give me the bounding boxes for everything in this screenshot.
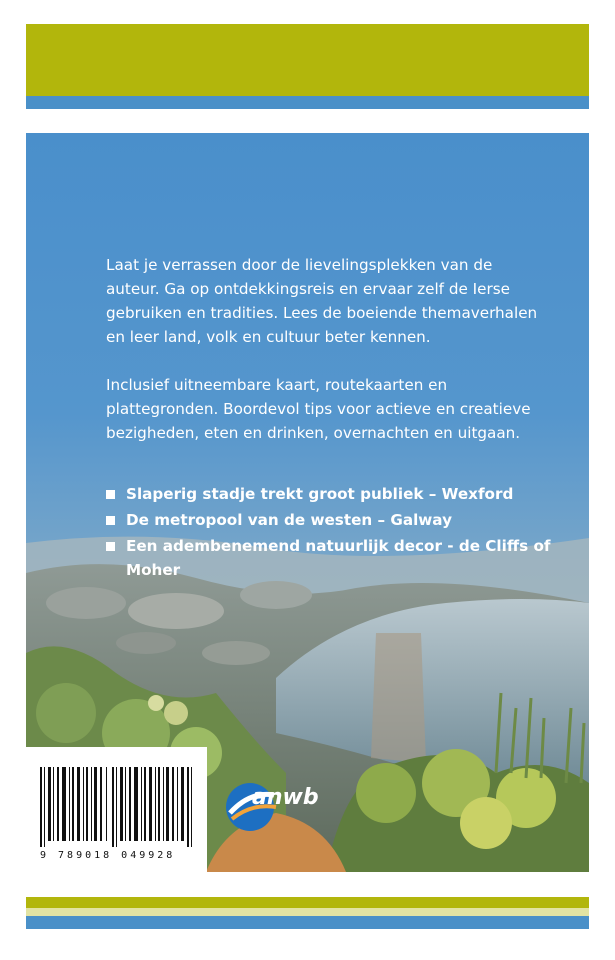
list-item [106, 534, 556, 582]
bullet-square-icon [106, 542, 115, 551]
top-olive-band [26, 24, 589, 96]
isbn-number: 9 789018 049928 [40, 850, 176, 861]
highlight-text: De metropool van de westen – Galway [126, 511, 452, 529]
highlight-text: Een adembenemend natuurlijk decor - de Cliffs of Moher [126, 537, 551, 579]
bottom-blue-band [26, 916, 589, 929]
anwb-logo-text: anwb [252, 785, 319, 810]
barcode [26, 747, 207, 872]
bottom-olive-band [26, 897, 589, 908]
anwb-logo [222, 773, 332, 837]
bullet-square-icon [106, 516, 115, 525]
description-paragraph-1: Laat je verrassen door de lievelingsplekken van de auteur. Ga op ontdekkingsreis en ervaar zelf de Ierse gebruiken en tradities. Lees de boeiende themaverhalen en leer land, volk en cultuur beter kennen. [106, 256, 538, 346]
bullet-square-icon [106, 490, 115, 499]
top-blue-band [26, 96, 589, 109]
highlights-list [106, 482, 556, 584]
barcode-bars [36, 767, 201, 847]
back-cover-panel [26, 133, 589, 872]
highlight-text: Slaperig stadje trekt groot publiek – Wexford [126, 485, 514, 503]
description-paragraph-2: Inclusief uitneembare kaart, routekaarten en plattegronden. Boordevol tips voor actieve en creatieve bezigheden, eten en drinken, overnachten en uitgaan. [106, 376, 531, 442]
bottom-light-band [26, 908, 589, 916]
list-item [106, 508, 556, 532]
list-item [106, 482, 556, 506]
